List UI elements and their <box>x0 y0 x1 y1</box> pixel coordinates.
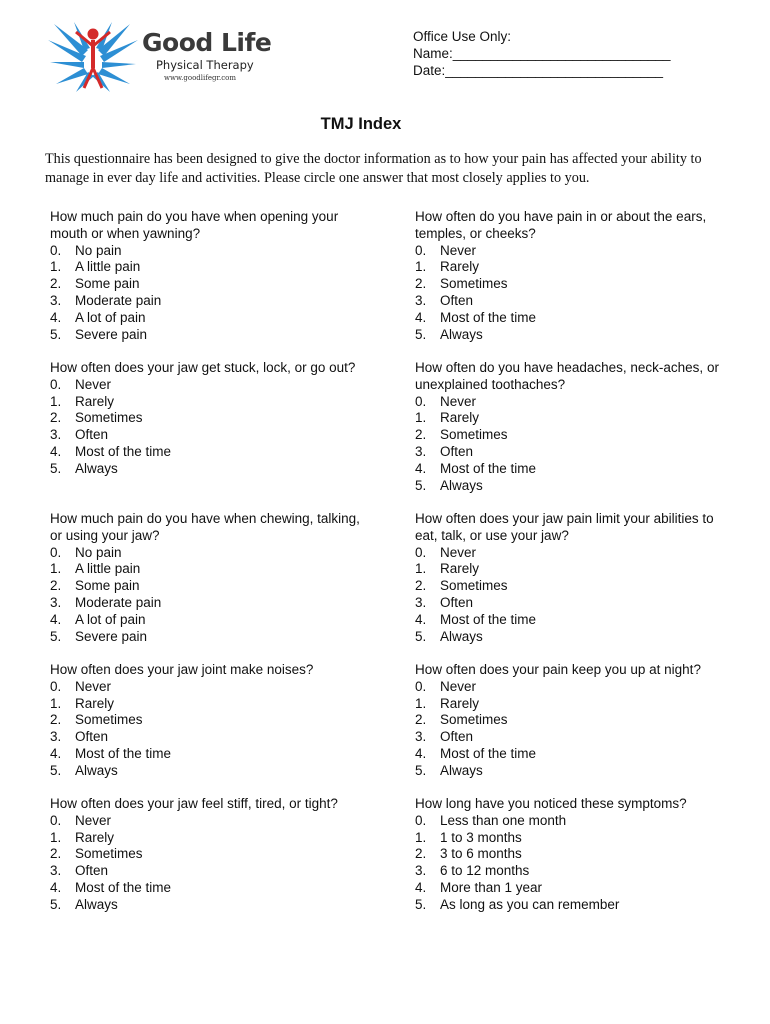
answer-option[interactable] <box>415 561 735 578</box>
answer-option[interactable] <box>50 394 370 411</box>
answer-label: Always <box>75 896 118 912</box>
answer-label: Always <box>440 628 483 644</box>
answer-number: 1. <box>415 829 427 845</box>
answer-option[interactable] <box>50 461 370 478</box>
answer-label: Sometimes <box>440 578 508 594</box>
answer-option[interactable] <box>415 394 735 411</box>
answer-option[interactable] <box>415 595 735 612</box>
answer-label: Often <box>440 292 474 308</box>
answer-label: Sometimes <box>75 846 143 862</box>
answer-label: Rarely <box>440 561 480 577</box>
answer-option[interactable] <box>415 545 735 562</box>
answer-option[interactable] <box>415 830 735 847</box>
answer-label: Often <box>75 729 109 745</box>
answer-option[interactable] <box>415 729 735 746</box>
answer-option[interactable] <box>50 427 370 444</box>
question-block <box>50 360 370 478</box>
answer-number: 5. <box>415 477 427 493</box>
answer-number: 0. <box>415 812 427 828</box>
answer-number: 0. <box>50 812 62 828</box>
answer-label: Most of the time <box>440 460 537 476</box>
answer-option[interactable] <box>415 846 735 863</box>
answer-label: A lot of pain <box>75 611 146 627</box>
answer-option[interactable] <box>50 410 370 427</box>
question-text: How often do you have pain in or about the ears, temples, or cheeks? <box>415 209 707 241</box>
answer-number: 2. <box>50 846 62 862</box>
answer-number: 2. <box>50 410 62 426</box>
answer-label: Sometimes <box>440 712 508 728</box>
answer-number: 5. <box>50 896 62 912</box>
answer-number: 5. <box>415 628 427 644</box>
answer-option[interactable] <box>50 696 370 713</box>
answer-number: 3. <box>50 292 62 308</box>
answer-option[interactable] <box>415 880 735 897</box>
answer-label: Always <box>75 460 118 476</box>
office-use-block <box>413 28 671 79</box>
office-heading: Office Use Only: <box>413 29 512 44</box>
answer-number: 1. <box>50 259 62 275</box>
logo-subtitle: Physical Therapy <box>156 58 254 72</box>
answer-label: No pain <box>75 242 122 258</box>
answer-option[interactable] <box>50 763 370 780</box>
answer-number: 5. <box>50 628 62 644</box>
answer-option[interactable] <box>50 746 370 763</box>
answer-number: 2. <box>50 276 62 292</box>
answer-number: 5. <box>50 460 62 476</box>
answer-option[interactable] <box>50 595 370 612</box>
answer-label: Most of the time <box>440 309 537 325</box>
answer-label: Never <box>440 678 477 694</box>
question-block <box>50 796 370 914</box>
question-text: How much pain do you have when chewing, talking, or using your jaw? <box>50 511 360 543</box>
answer-option[interactable] <box>415 293 735 310</box>
answer-option[interactable] <box>50 276 370 293</box>
answer-number: 3. <box>415 594 427 610</box>
answer-option[interactable] <box>50 243 370 260</box>
answer-label: Less than one month <box>440 812 567 828</box>
answer-label: Sometimes <box>440 427 508 443</box>
office-name-field[interactable]: Name:_____________________________ <box>413 46 671 61</box>
answer-number: 1. <box>415 410 427 426</box>
question-block <box>415 511 735 645</box>
answer-label: Rarely <box>75 393 115 409</box>
question-block <box>50 662 370 780</box>
question-text: How long have you noticed these symptoms? <box>415 796 687 811</box>
answer-number: 2. <box>415 427 427 443</box>
question-text: How often does your jaw joint make noises? <box>50 662 314 677</box>
answer-number: 2. <box>50 578 62 594</box>
answer-label: Never <box>75 812 112 828</box>
answer-option[interactable] <box>415 276 735 293</box>
answer-number: 1. <box>415 259 427 275</box>
answer-number: 5. <box>50 762 62 778</box>
answer-option[interactable] <box>50 444 370 461</box>
answer-option[interactable] <box>50 846 370 863</box>
answer-option[interactable] <box>415 863 735 880</box>
answer-number: 3. <box>50 729 62 745</box>
answer-option[interactable] <box>50 310 370 327</box>
intro-paragraph: This questionnaire has been designed to give the doctor information as to how your pain has affected your ability to manage in ever day life and activities. Please circle one answer that most closely applies to you. <box>45 151 702 186</box>
answer-label: Most of the time <box>440 611 537 627</box>
question-text: How often does your jaw get stuck, lock, or go out? <box>50 360 356 375</box>
answer-label: Sometimes <box>75 410 143 426</box>
answer-number: 4. <box>415 611 427 627</box>
answer-number: 3. <box>415 292 427 308</box>
answer-number: 4. <box>415 879 427 895</box>
answer-number: 0. <box>50 678 62 694</box>
answer-number: 4. <box>50 309 62 325</box>
answer-number: 3. <box>50 863 62 879</box>
answer-option[interactable] <box>415 461 735 478</box>
answer-option[interactable] <box>50 259 370 276</box>
answer-number: 4. <box>50 611 62 627</box>
answer-label: Never <box>440 242 477 258</box>
answer-option[interactable] <box>415 427 735 444</box>
question-text: How often do you have headaches, neck-aches, or unexplained toothaches? <box>415 360 719 392</box>
answer-number: 2. <box>50 712 62 728</box>
question-block <box>415 360 735 494</box>
answer-number: 0. <box>50 242 62 258</box>
answer-label: Sometimes <box>440 276 508 292</box>
answer-label: No pain <box>75 544 122 560</box>
answer-option[interactable] <box>415 763 735 780</box>
answer-label: Rarely <box>75 829 115 845</box>
answer-option[interactable] <box>50 712 370 729</box>
answer-label: Often <box>440 594 474 610</box>
answer-option[interactable] <box>50 897 370 914</box>
answer-label: As long as you can remember <box>440 896 620 912</box>
answer-option[interactable] <box>50 327 370 344</box>
answer-option[interactable] <box>415 478 735 495</box>
answer-option[interactable] <box>50 729 370 746</box>
logo-name: Good Life <box>142 28 272 57</box>
answer-label: Never <box>75 376 112 392</box>
answer-option[interactable] <box>50 377 370 394</box>
question-block <box>415 796 735 914</box>
answer-label: Moderate pain <box>75 594 162 610</box>
answer-option[interactable] <box>415 712 735 729</box>
answer-number: 0. <box>415 678 427 694</box>
answer-label: Some pain <box>75 276 140 292</box>
answer-label: Always <box>440 326 483 342</box>
answer-number: 3. <box>415 443 427 459</box>
logo-url: www.goodlifegr.com <box>164 74 237 82</box>
question-block <box>50 511 370 645</box>
answer-option[interactable] <box>415 629 735 646</box>
answer-option[interactable] <box>415 897 735 914</box>
answer-number: 5. <box>415 762 427 778</box>
answer-option[interactable] <box>415 243 735 260</box>
answer-label: A little pain <box>75 561 141 577</box>
answer-option[interactable] <box>50 863 370 880</box>
answer-number: 1. <box>50 829 62 845</box>
answer-option[interactable] <box>50 679 370 696</box>
answer-option[interactable] <box>415 696 735 713</box>
answer-option[interactable] <box>50 813 370 830</box>
answer-option[interactable] <box>415 327 735 344</box>
answer-number: 2. <box>415 276 427 292</box>
answer-label: 3 to 6 months <box>440 846 522 862</box>
answer-label: Moderate pain <box>75 292 162 308</box>
answer-label: Often <box>440 729 474 745</box>
answer-number: 1. <box>415 695 427 711</box>
answer-option[interactable] <box>50 545 370 562</box>
answer-label: A lot of pain <box>75 309 146 325</box>
answer-label: Rarely <box>440 259 480 275</box>
answer-option[interactable] <box>50 612 370 629</box>
answer-option[interactable] <box>50 629 370 646</box>
answer-number: 5. <box>415 896 427 912</box>
answer-label: Never <box>75 678 112 694</box>
answer-number: 2. <box>415 712 427 728</box>
page-title: TMJ Index <box>320 115 402 133</box>
answer-label: A little pain <box>75 259 141 275</box>
answer-number: 1. <box>50 393 62 409</box>
answer-option[interactable] <box>50 880 370 897</box>
answer-label: Often <box>440 443 474 459</box>
answer-option[interactable] <box>415 259 735 276</box>
answer-label: Most of the time <box>75 879 172 895</box>
answer-option[interactable] <box>415 578 735 595</box>
answer-number: 4. <box>415 745 427 761</box>
answer-label: Often <box>75 427 109 443</box>
answer-number: 3. <box>415 863 427 879</box>
answer-label: Most of the time <box>440 745 537 761</box>
answer-label: Always <box>75 762 118 778</box>
answer-label: Always <box>440 477 483 493</box>
answer-number: 1. <box>50 561 62 577</box>
answer-option[interactable] <box>50 561 370 578</box>
question-text: How often does your jaw feel stiff, tired, or tight? <box>50 796 338 811</box>
answer-label: More than 1 year <box>440 879 543 895</box>
answer-number: 0. <box>415 544 427 560</box>
answer-number: 4. <box>415 460 427 476</box>
answer-option[interactable] <box>50 578 370 595</box>
answer-number: 0. <box>415 393 427 409</box>
question-block <box>415 662 735 780</box>
answer-option[interactable] <box>50 830 370 847</box>
answer-label: Most of the time <box>75 443 172 459</box>
question-block <box>50 209 370 343</box>
answer-option[interactable] <box>415 679 735 696</box>
question-text: How often does your pain keep you up at night? <box>415 662 701 677</box>
answer-number: 4. <box>50 745 62 761</box>
answer-option[interactable] <box>415 310 735 327</box>
answer-number: 0. <box>50 544 62 560</box>
question-block <box>415 209 735 343</box>
answer-option[interactable] <box>415 813 735 830</box>
answer-label: Rarely <box>75 695 115 711</box>
answer-label: Always <box>440 762 483 778</box>
answer-label: Often <box>75 863 109 879</box>
answer-number: 3. <box>50 427 62 443</box>
answer-number: 4. <box>50 443 62 459</box>
answer-number: 0. <box>50 376 62 392</box>
answer-number: 1. <box>50 695 62 711</box>
answer-number: 5. <box>50 326 62 342</box>
answer-option[interactable] <box>50 293 370 310</box>
answer-label: Most of the time <box>75 745 172 761</box>
answer-label: 6 to 12 months <box>440 863 530 879</box>
answer-option[interactable] <box>415 444 735 461</box>
answer-label: Rarely <box>440 410 480 426</box>
office-date-field[interactable]: Date:_____________________________ <box>413 63 664 78</box>
answer-label: Sometimes <box>75 712 143 728</box>
answer-number: 4. <box>415 309 427 325</box>
answer-number: 1. <box>415 561 427 577</box>
sunburst-figure-icon <box>46 20 141 94</box>
answer-number: 0. <box>415 242 427 258</box>
answer-label: Severe pain <box>75 628 148 644</box>
answer-number: 2. <box>415 578 427 594</box>
answer-option[interactable] <box>415 746 735 763</box>
answer-label: Severe pain <box>75 326 148 342</box>
answer-label: Never <box>440 393 477 409</box>
answer-number: 3. <box>50 594 62 610</box>
answer-option[interactable] <box>415 612 735 629</box>
answer-number: 4. <box>50 879 62 895</box>
answer-number: 5. <box>415 326 427 342</box>
logo <box>46 20 276 94</box>
answer-label: 1 to 3 months <box>440 829 522 845</box>
question-text: How often does your jaw pain limit your abilities to eat, talk, or use your jaw? <box>415 511 714 543</box>
answer-number: 2. <box>415 846 427 862</box>
answer-label: Never <box>440 544 477 560</box>
answer-option[interactable] <box>415 410 735 427</box>
answer-number: 3. <box>415 729 427 745</box>
question-text: How much pain do you have when opening your mouth or when yawning? <box>50 209 339 241</box>
answer-label: Rarely <box>440 695 480 711</box>
answer-label: Some pain <box>75 578 140 594</box>
